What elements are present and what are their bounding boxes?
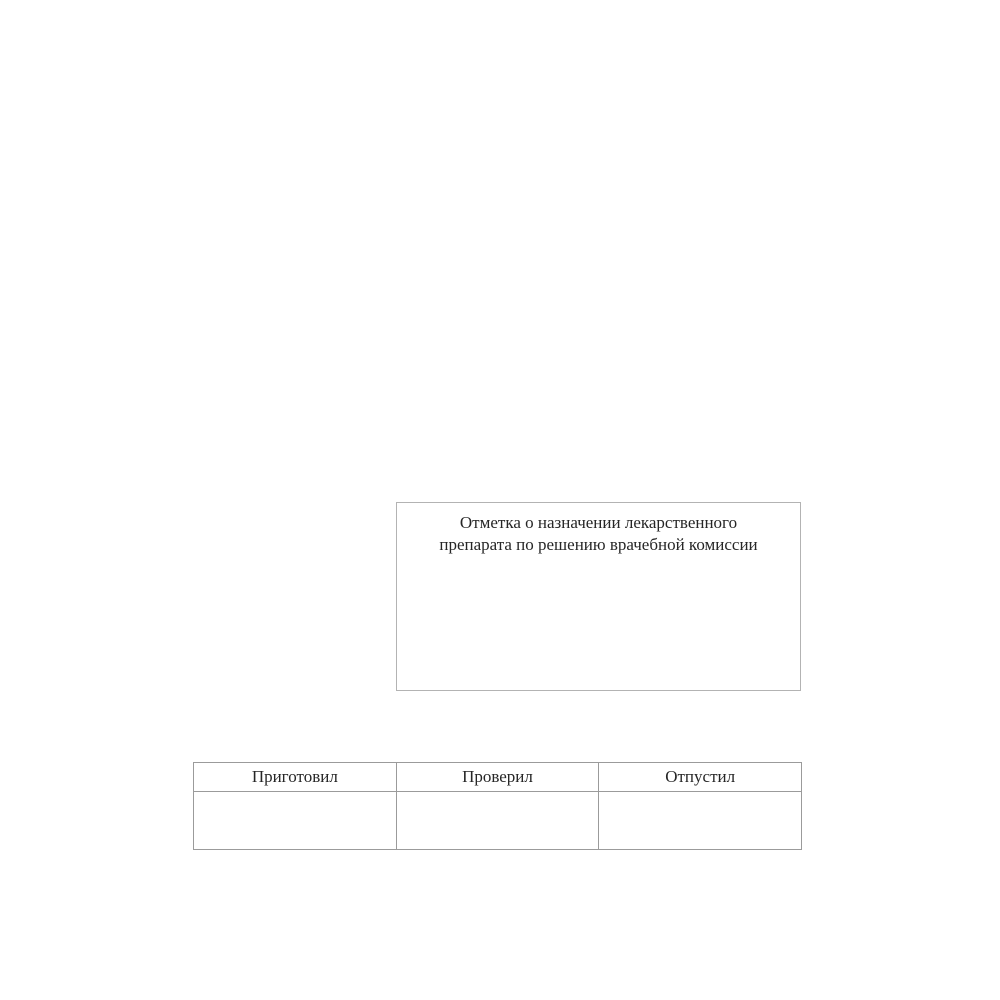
cell-dispensed-signature	[599, 792, 802, 850]
commission-note-title	[397, 512, 800, 556]
commission-note-box	[396, 502, 801, 691]
signature-table	[193, 762, 802, 850]
header-checked: Проверил	[396, 763, 599, 792]
signature-table-body-row	[194, 792, 802, 850]
commission-note-title-line2: препарата по решению врачебной комиссии	[439, 535, 758, 554]
cell-prepared-signature	[194, 792, 397, 850]
signature-table-header-row	[194, 763, 802, 792]
header-prepared: Приготовил	[194, 763, 397, 792]
commission-note-title-line1: Отметка о назначении лекарственного	[459, 513, 738, 532]
cell-checked-signature	[396, 792, 599, 850]
header-dispensed: Отпустил	[599, 763, 802, 792]
